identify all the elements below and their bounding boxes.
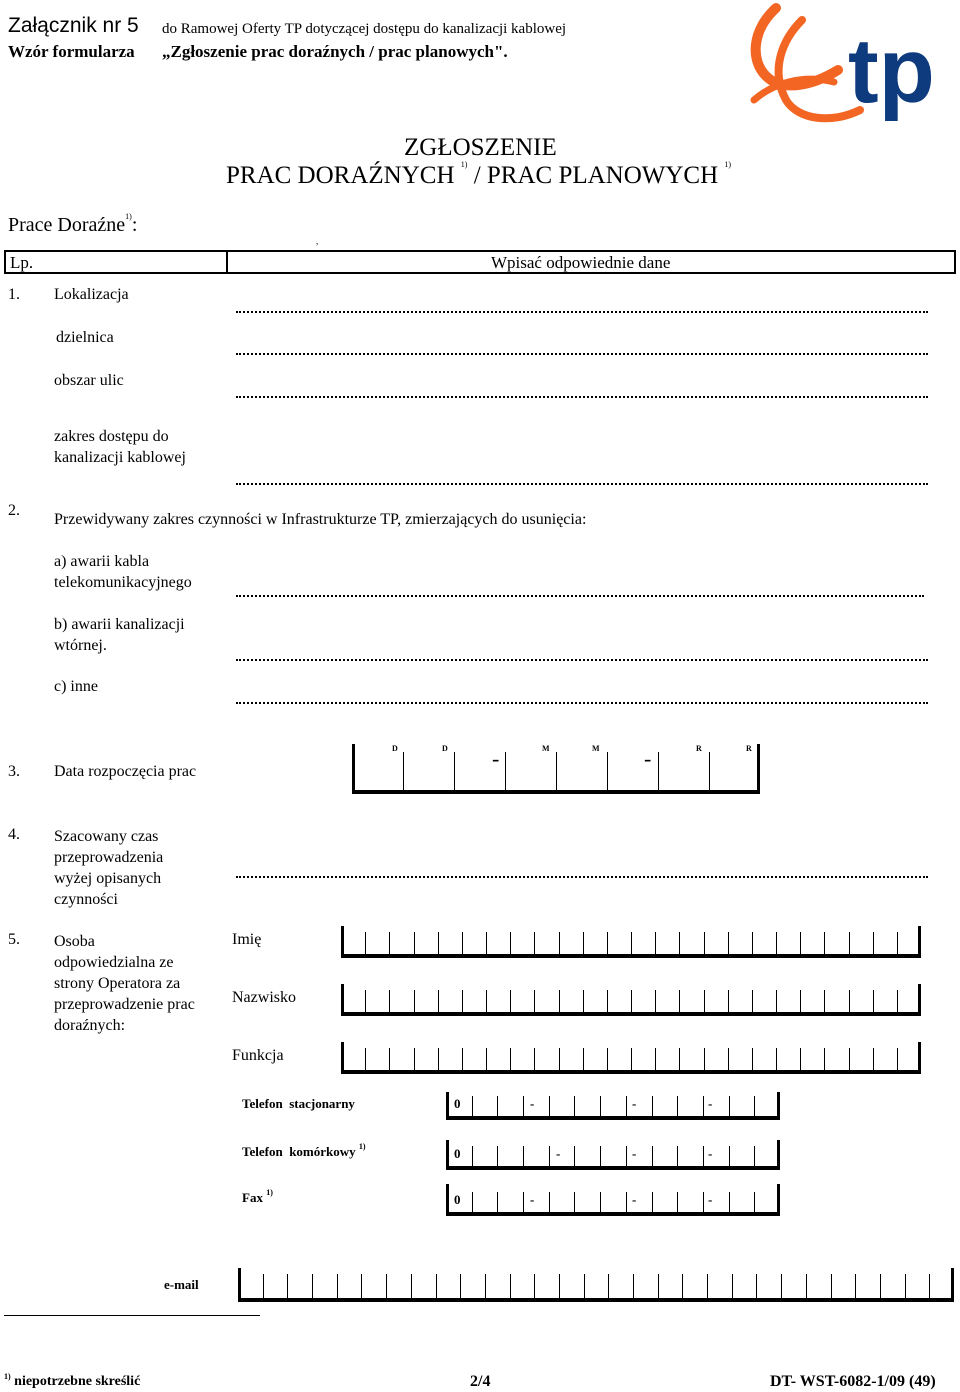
email-label: e-mail [164,1277,199,1292]
item2b-field[interactable] [236,659,928,661]
form-title-line2: PRAC DORAŹNYCH $^{1)}$ / PRAC PLANOWYCH $^{1)}$ [226,160,732,189]
nazwisko-label: Nazwisko [232,989,296,1006]
item2-number: 2. [8,502,20,519]
template-label: Wzór formularza [8,42,135,61]
imie-label: Imię [232,931,262,948]
fax-field[interactable] [446,1184,780,1216]
item2b-label: b) awarii kanalizacji wtórnej. [54,616,185,654]
item2-label: Przewidywany zakres czynności w Infrastrukturze TP, zmierzających do usunięcia: [54,511,587,528]
stray-mark: , [316,236,319,246]
dzielnica-field[interactable] [236,353,928,355]
year-cell-2: R [746,744,752,753]
nazwisko-field[interactable] [341,984,921,1016]
day-cell-1: D [392,744,398,753]
email-field[interactable] [238,1268,954,1302]
funkcja-label: Funkcja [232,1047,284,1064]
fax-prefix: 0 [454,1192,461,1207]
table-header [4,250,956,274]
mobile-sep-2: - [632,1146,637,1161]
landline-sep-3: - [708,1096,713,1111]
month-cell-1: M [542,744,550,753]
date-sep-2: - [644,746,652,771]
section-label: Prace Doraźne$^{1)}$: [8,212,138,236]
fax-sep-2: - [632,1192,637,1207]
item5-label: Osoba odpowiedzialna ze strony Operatora za przeprowadzenie prac doraźnych: [54,933,195,1034]
item2c-label: c) inne [54,678,98,695]
annex-description: do Ramowej Oferty TP dotyczącej dostępu do kanalizacji kablowej [162,21,567,37]
month-cell-2: M [592,744,600,753]
zakres-field[interactable] [236,483,928,485]
imie-field[interactable] [341,926,921,958]
mobile-prefix: 0 [454,1146,461,1161]
obszar-label: obszar ulic [54,372,124,389]
mobile-sep-1: - [556,1146,561,1161]
item4-field[interactable] [236,876,928,878]
data-header: Wpisać odpowiednie dane [491,253,671,272]
item1-number: 1. [8,286,20,303]
landline-sep-1: - [530,1096,535,1111]
funkcja-field[interactable] [341,1042,921,1074]
annex-label: Załącznik nr 5 [8,14,139,37]
item1-label: Lokalizacja [54,286,129,303]
item2a-label: a) awarii kabla telekomunikacyjnego [54,553,192,591]
item1-field[interactable] [236,311,928,313]
tp-logo [742,0,954,132]
item4-number: 4. [8,826,20,843]
landline-label: Telefon stacjonarny [242,1096,355,1111]
mobile-sep-3: - [708,1146,713,1161]
landline-prefix: 0 [454,1096,461,1111]
lp-header: Lp. [10,253,34,272]
page-number: 2/4 [470,1373,491,1390]
landline-sep-2: - [632,1096,637,1111]
logo-text: tp [848,20,935,122]
year-cell-1: R [696,744,702,753]
mobile-field[interactable] [446,1140,780,1170]
zakres-label: zakres dostępu do kanalizacji kablowej [54,428,186,466]
template-description: „Zgłoszenie prac doraźnych / prac planowych". [162,42,508,61]
footnote-divider [4,1315,260,1316]
item5-number: 5. [8,931,20,948]
date-sep-1: - [492,746,500,771]
item4-label: Szacowany czas przeprowadzenia wyżej opisanych czynności [54,828,164,908]
item2c-field[interactable] [236,702,928,704]
form-title-line1: ZGŁOSZENIE [404,134,557,161]
fax-sep-1: - [530,1192,535,1207]
item2a-field[interactable] [236,595,924,597]
item3-number: 3. [8,763,20,780]
fax-sep-3: - [708,1192,713,1207]
start-date-field[interactable] [352,744,760,794]
landline-field[interactable] [446,1092,780,1120]
document-code: DT- WST-6082-1/09 (49) [770,1373,936,1390]
day-cell-2: D [442,744,448,753]
mobile-label: Telefon komórkowy $^{1)}$ [242,1142,366,1159]
footnote: $^{1)}$ niepotrzebne skreślić [4,1372,141,1389]
obszar-field[interactable] [236,396,928,398]
dzielnica-label: dzielnica [56,329,114,346]
item3-label: Data rozpoczęcia prac [54,763,197,780]
fax-label: Fax $^{1)}$ [242,1188,273,1205]
